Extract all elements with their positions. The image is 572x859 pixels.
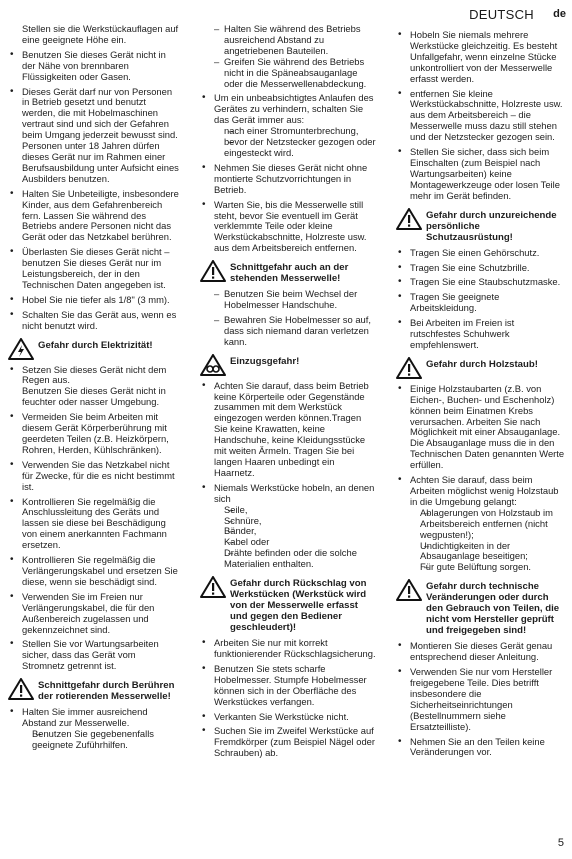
item-text: • Niemals Werkstücke hobeln, an denen sich [214,481,375,504]
list-item: • Tragen Sie geeignete Arbeitskleidung. [396,292,566,314]
list-item: • Tragen Sie eine Staubschutzmaske. [396,277,566,288]
hazard-title: Schnittgefahr auch an der stehenden Messerwelle! [230,262,349,285]
sub-item: – nach einer Stromunterbrechung, [214,126,376,137]
list-item [8,87,180,185]
warning-triangle-icon [8,678,34,700]
list-item: • Hobel Sie nie tiefer als 1/8" (3 mm). [8,295,180,306]
language-label: DEUTSCH [469,7,534,22]
hazard-heading-cut [8,680,180,702]
sub-item: – Für gute Belüftung sorgen. [410,562,566,573]
column-left [8,24,180,755]
hazard-title: Gefahr durch Rückschlag von Werkstücken (Werkstück wird von der Messerwelle erfasst und gegen den Bediener geschleudert)! [230,578,367,634]
warning-triangle-icon [200,576,226,598]
hazard-heading-electricity [8,340,180,360]
list-item: • Suchen Sie im Zweifel Werkstücke auf Fremdkörper (zum Beispiel Nägel oder Schrauben) ab. [200,726,376,759]
list-item: • Kontrollieren Sie regelmäßig die Anschlussleitung des Geräts und lassen sie diese bei Beschädigung von einem anerkannten Fachmann ersetzen. [8,497,180,552]
sub-item: – bevor der Netzstecker gezogen oder eingesteckt wird. [214,137,376,159]
warning-triangle-icon [396,208,422,230]
list-item: • entfernen Sie kleine Werkstückabschnitte, Holzreste usw. aus dem Arbeitsbereich – die Messerwelle muss dazu still stehen und der Netzstecker gezogen sein. [396,89,566,144]
hazard-title: Einzugsgefahr! [230,355,300,367]
dash-list [200,315,376,348]
list-item: • Verwenden Sie nur vom Hersteller freigegebene Teile. Dies betrifft insbesondere die Sicherheitseinrichtungen (Bestellnummern siehe Ersatzteilliste). [396,667,566,732]
sub-item: – Kabel oder [214,537,376,548]
sub-item: – Benutzen Sie gegebenenfalls geeignete Zuführhilfen. [22,729,180,751]
column-right [396,24,566,762]
sub-item: – Halten Sie während des Betriebs ausreichend Abstand zu angetriebenen Bauteilen. [200,24,376,57]
hazard-heading-modifications [396,581,566,636]
list-item: • Arbeiten Sie nur mit korrekt funktionierender Rückschlagsicherung. [200,638,376,660]
hazard-title: Schnittgefahr durch Berühren der rotierenden Messerwelle! [38,680,175,703]
list-item: • Bei Arbeiten im Freien ist rutschfestes Schuhwerk empfehlenswert. [396,318,566,351]
sub-item: – Bänder, [214,526,376,537]
sub-item: – Schnüre, [214,516,376,527]
hazard-heading-entanglement [200,356,376,376]
hazard-title: Gefahr durch Elektrizität! [38,339,153,351]
hazard-title: Gefahr durch Holzstaub! [426,358,538,370]
sub-item: – Benutzen Sie beim Wechsel der Hobelmesser Handschuhe. [200,289,376,311]
hazard-heading-ppe [396,210,566,243]
language-code: de [553,8,566,20]
item-text: • Dieses Gerät darf nur von Personen in Betrieb gesetzt und benutzt werden, die mit Hobelmaschinen vertraut sind und sich der Gefahren beim Umgang jederzeit bewusst sind. [22,85,178,141]
hazard-heading-dust [396,359,566,379]
list-item: • Tragen Sie einen Gehörschutz. [396,248,566,259]
list-item: • Stellen Sie sicher, dass sich beim Einschalten (zum Beispiel nach Wartungsarbeiten) keine Montagewerkzeuge oder losen Teile mehr im Gerät befinden. [396,147,566,202]
list-item: • Vermeiden Sie beim Arbeiten mit diesem Gerät Körperberührung mit geerdeten Teilen (z.B. Heizkörpern, Rohren, Herden, Kühlschränken). [8,412,180,456]
sub-item: – Seile, [214,505,376,516]
list-item: • Tragen Sie eine Schutzbrille. [396,263,566,274]
list-item [200,93,376,158]
list-item: • Nehmen Sie an den Teilen keine Veränderungen vor. [396,737,566,759]
sub-item: – Drähte befinden oder die solche Materialien enthalten. [214,548,376,570]
item-text: • Um ein unbeabsichtigtes Anlaufen des Gerätes zu verhindern, schalten Sie das Gerät immer aus: [214,92,374,126]
list-item: • Warten Sie, bis die Messerwelle still steht, bevor Sie eventuell im Gerät verklemmte Teile oder kleine Werkstückabschnitte, Holzreste usw. aus dem Arbeitsbereich entfernen. [200,200,376,255]
list-item: • Schalten Sie das Gerät aus, wenn es nicht benutzt wird. [8,310,180,332]
hazard-heading-kickback [200,578,376,633]
list-item: • Benutzen Sie dieses Gerät nicht in der Nähe von brennbaren Flüssigkeiten oder Gasen. [8,50,180,83]
dash-list [200,289,376,311]
list-item [8,365,180,409]
list-item: • Kontrollieren Sie regelmäßig die Verlängerungskabel und ersetzen Sie diese, wenn sie beschädigt sind. [8,555,180,588]
sub-item: – Greifen Sie während des Betriebs nicht in die Späneabsauganlage oder die Messerwellenabdeckung. [200,57,376,90]
dash-list [200,24,376,89]
list-item: • Achten Sie darauf, dass beim Betrieb keine Körperteile oder Gegenstände zusammen mit dem Werkstück eingezogen werden können.Tragen Sie keine Krawatten, keine Handschuhe, keine Kleidungsstücke mit weiten Ärmeln. Tragen Sie bei langen Haaren unbedingt ein Haarnetz. [200,381,376,479]
list-item: • Nehmen Sie dieses Gerät nicht ohne montierte Schutzvorrichtungen in Betrieb. [200,163,376,196]
list-item: • Überlasten Sie dieses Gerät nicht – benutzen Sie dieses Gerät nur im Leistungsbereich, der in den Technischen Daten angegeben ist. [8,247,180,291]
warning-triangle-icon [396,579,422,601]
sub-item: – Bewahren Sie Hobelmesser so auf, dass sich niemand daran verletzen kann. [200,315,376,348]
list-item [8,707,180,751]
list-item: • Stellen Sie vor Wartungsarbeiten sicher, dass das Gerät vom Stromnetz getrennt ist. [8,639,180,672]
column-middle [200,24,376,763]
warning-entanglement-icon [200,354,226,376]
list-item [200,483,376,570]
hazard-title: Gefahr durch unzureichende persönliche Schutzausrüstung! [426,209,557,243]
item-text: Benutzen Sie dieses Gerät nicht in feuchter oder nasser Umgebung. [22,385,166,408]
item-text: • Halten Sie immer ausreichend Abstand zur Messerwelle. [22,706,148,729]
sub-item: – Ablagerungen von Holzstaub im Arbeitsbereich entfernen (nicht wegpusten!); [410,508,566,541]
list-item: • Montieren Sie dieses Gerät genau entsprechend dieser Anleitung. [396,641,566,663]
item-text: Personen unter 18 Jahren dürfen dieses Gerät nur im Rahmen einer Berufsausbildung unter Aufsicht eines Ausbilders benutzen. [22,140,179,184]
list-item: • Halten Sie Unbeteiligte, insbesondere Kinder, aus dem Gefahrenbereich fern. Lassen Sie während des Betriebs andere Personen nicht das Gerät oder das Netzkabel berühren. [8,189,180,244]
list-item: • Verwenden Sie das Netzkabel nicht für Zwecke, für die es nicht bestimmt ist. [8,460,180,493]
item-text: • Setzen Sie dieses Gerät nicht dem Regen aus. [22,363,167,386]
list-item: • Verwenden Sie im Freien nur Verlängerungskabel, die für den Außenbereich zugelassen und gekennzeichnet sind. [8,592,180,636]
list-item: Stellen sie die Werkstückauflagen auf eine geeignete Höhe ein. [22,23,179,45]
item-text: • Achten Sie darauf, dass beim Arbeiten möglichst wenig Holzstaub in die Umgebung gelangt: [410,474,559,507]
list-item: • Benutzen Sie stets scharfe Hobelmesser. Stumpfe Hobelmesser können sich in der Oberfläche des Werkstückes verfangen. [200,664,376,708]
hazard-title: Gefahr durch technische Veränderungen oder durch den Gebrauch von Teilen, die nicht vom Hersteller geprüft und freigegeben sind! [426,581,560,637]
warning-triangle-icon [200,260,226,282]
list-item: • Einige Holzstaubarten (z.B. von Eichen-, Buchen- und Eschenholz) können beim Einatmen Krebs verursachen. Arbeiten Sie nach Möglichkeit mit einer Absauganlage. Die Absauganlage muss die in den Technischen Daten genannten Werte erfüllen. [396,384,566,471]
warning-electricity-icon [8,338,34,360]
list-item: • Hobeln Sie niemals mehrere Werkstücke gleichzeitig. Es besteht Unfallgefahr, wenn einzelne Stücke unkontrolliert von der Messerwelle erfasst werden. [396,30,566,85]
warning-triangle-icon [396,357,422,379]
hazard-heading-cut-stationary [200,262,376,284]
list-item [396,475,566,573]
sub-item: – Undichtigkeiten in der Absauganlage beseitigen; [410,541,566,563]
list-item: • Verkanten Sie Werkstücke nicht. [200,712,376,723]
page-number: 5 [557,837,564,849]
